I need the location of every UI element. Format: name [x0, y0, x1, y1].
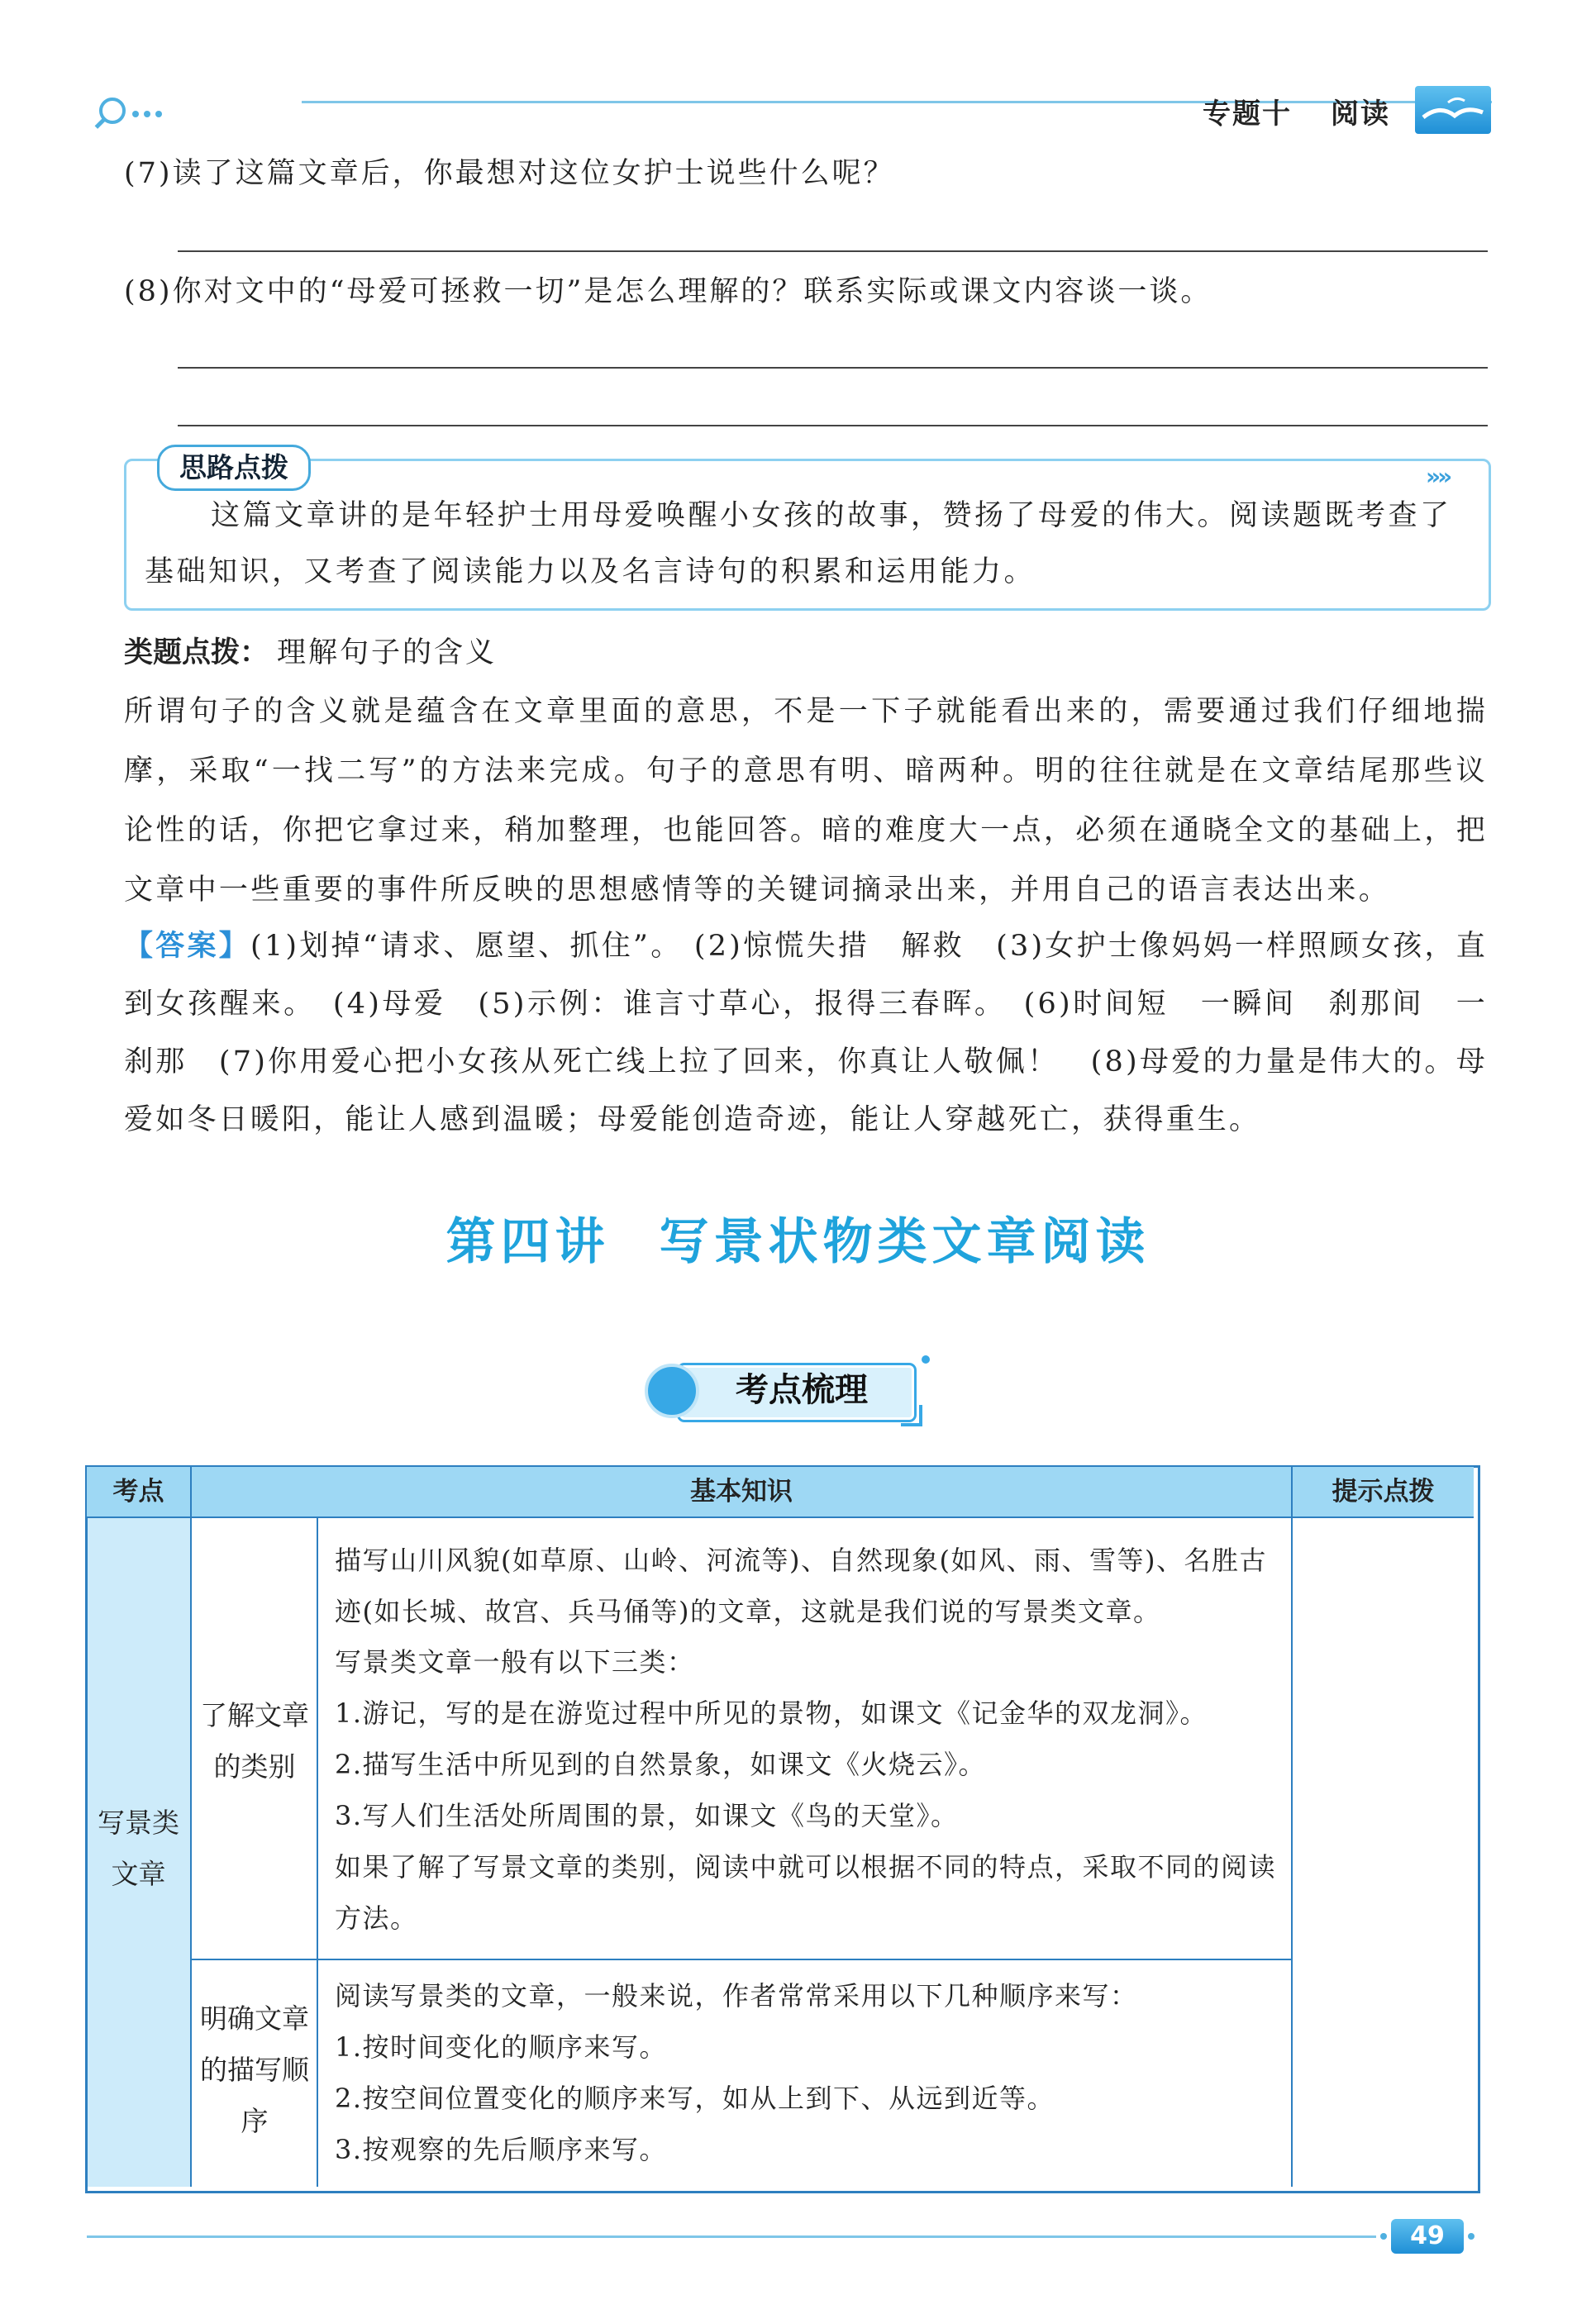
answer-line[interactable]: [178, 367, 1488, 369]
header-cell-topic: 考点: [87, 1467, 190, 1518]
category-label: 类题点拨：: [124, 636, 269, 669]
answer-text: (1)划掉“请求、愿望、抓住”。 (2)惊慌失措 解救 (3)女护士像妈妈一样照顾女孩，直到女孩醒来。 (4)母爱 (5)示例：谁言寸草心，报得三春晖。 (6)时间短 一瞬间 刹那间 一刹那 (7)你用爱心把小女孩从死亡线上拉了回来，你真让人敬佩！ (8)母爱的力量是伟大的。母爱如冬日暖阳，能让人感到温暖；母爱能创造奇迹，能让人穿越死亡，获得重生。: [124, 930, 1488, 1136]
header-cell-tips: 提示点拨: [1293, 1467, 1474, 1518]
knowledge-line: 如果了解了写景文章的类别，阅读中就可以根据不同的特点，采取不同的阅读方法。: [335, 1851, 1277, 1934]
tips-text: 这篇文章讲的是年轻护士用母爱唤醒小女孩的故事，赞扬了母爱的伟大。阅读题既考查了基础知识，又考查了阅读能力以及名言诗句的积累和运用能力。: [145, 499, 1452, 588]
answer-line[interactable]: [178, 250, 1488, 252]
knowledge-line: 阅读写景类的文章，一般来说，作者常常采用以下几种顺序来写：: [335, 1980, 1138, 2012]
lecture-number: 第四讲: [445, 1213, 610, 1271]
section-badge-label: 考点梳理: [736, 1371, 868, 1409]
subtopic-cell: 明确文章的描写顺序: [200, 2002, 309, 2137]
double-chevron-icon: »»: [1426, 463, 1450, 490]
knowledge-line: 描写山川风貌(如草原、山岭、河流等)、自然现象(如风、雨、雪等)、名胜古迹(如长城、故宫、兵马俑等)的文章，这就是我们说的写景类文章。: [335, 1545, 1267, 1627]
dot-icon: [132, 111, 139, 117]
dot-icon: [1468, 2233, 1475, 2240]
badge-circle-icon: [645, 1364, 699, 1418]
page-number: 49: [1391, 2219, 1464, 2254]
category-title: 理解句子的含义: [277, 636, 498, 669]
dot-icon: [144, 111, 150, 117]
answer-paragraph: [124, 917, 1488, 1149]
table-divider: [190, 1959, 1291, 1960]
subtopic-cell: 了解文章的类别: [200, 1699, 309, 1783]
knowledge-line: 2.按空间位置变化的顺序来写，如从上到下、从远到近等。: [335, 2083, 1055, 2114]
tips-tag: [157, 445, 311, 491]
question-7: (7)读了这篇文章后，你最想对这位女护士说些什么呢？: [124, 157, 895, 190]
answer-label: 【答案】: [124, 929, 251, 963]
knowledge-line: 3.写人们生活处所周围的景，如课文《鸟的天堂》。: [335, 1800, 959, 1831]
badge-dot-decoration: [922, 1355, 930, 1364]
header-cell-knowledge: 基本知识: [192, 1467, 1291, 1518]
knowledge-line: 3.按观察的先后顺序来写。: [335, 2134, 668, 2165]
lecture-name: 写景状物类文章阅读: [659, 1213, 1151, 1271]
table-divider: [1291, 1467, 1293, 2187]
header-topic: 专题十: [1203, 98, 1292, 131]
knowledge-line: 2.描写生活中所见到的自然景象，如课文《火烧云》。: [335, 1749, 987, 1780]
lecture-title: [0, 1202, 1596, 1274]
knowledge-line: 1.按时间变化的顺序来写。: [335, 2031, 668, 2063]
dot-icon: [155, 111, 162, 117]
category-paragraph: 所谓句子的含义就是蕴含在文章里面的意思，不是一下子就能看出来的，需要通过我们仔细地揣摩，采取“一找二写”的方法来完成。句子的意思有明、暗两种。明的往往就是在文章结尾那些议论性的话，你把它拿过来，稍加整理，也能回答。暗的难度大一点，必须在通晓全文的基础上，把文章中一些重要的事件所反映的思想感情等的关键词摘录出来，并用自己的语言表达出来。: [124, 695, 1488, 907]
dot-icon: [1380, 2233, 1387, 2240]
knowledge-line: 写景类文章一般有以下三类：: [335, 1646, 695, 1678]
knowledge-line: 1.游记，写的是在游览过程中所见的景物，如课文《记金华的双龙洞》。: [335, 1697, 1208, 1729]
answer-line[interactable]: [178, 425, 1488, 426]
question-8: (8)你对文中的“母爱可拯救一切”是怎么理解的？联系实际或课文内容谈一谈。: [124, 275, 1212, 308]
footer-rule: [87, 2235, 1376, 2238]
tips-label: 思路点拨: [179, 451, 288, 483]
badge-corner-decoration: [901, 1405, 922, 1426]
topic-cell: 写景类文章: [98, 1807, 179, 1890]
header-section: 阅读: [1331, 98, 1390, 131]
bird-logo-icon: [1415, 86, 1491, 134]
